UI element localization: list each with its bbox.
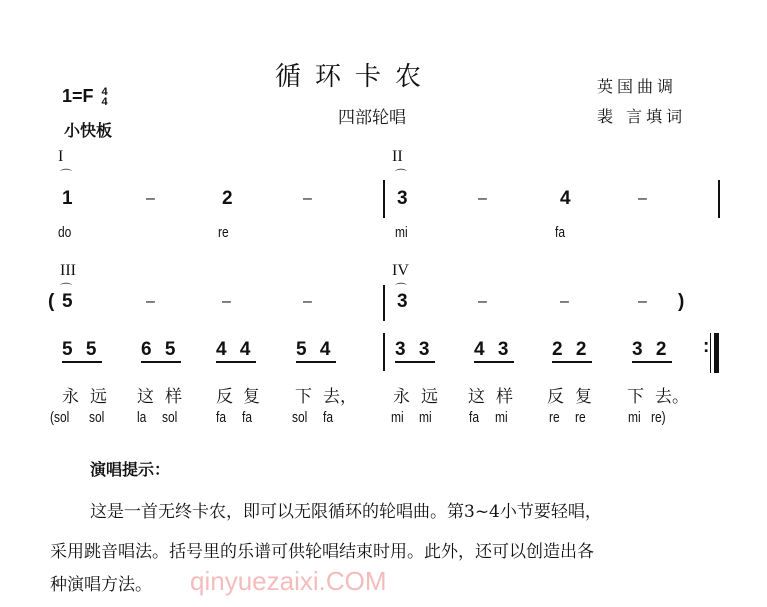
- note: 5: [62, 291, 73, 312]
- beam-underline: [296, 361, 336, 363]
- note: 3: [397, 188, 408, 209]
- fermata-icon: ⌒: [60, 168, 73, 182]
- dash: –: [146, 190, 155, 207]
- lyric: 远: [90, 387, 107, 407]
- note: 1: [62, 188, 73, 209]
- solfege: la: [137, 409, 147, 426]
- solfege: do: [58, 224, 72, 241]
- barline: [383, 180, 385, 218]
- solfege: mi: [419, 409, 432, 426]
- dash: –: [638, 190, 647, 207]
- eighth-pair: 3 3: [395, 339, 430, 360]
- fermata-icon: ⌒: [395, 282, 408, 296]
- dash: –: [638, 293, 647, 310]
- beam-underline: [141, 361, 181, 363]
- lyric: 样: [496, 387, 513, 407]
- watermark: qinyuezaixi.COM: [190, 566, 387, 596]
- tips-line-1: 这是一首无终卡农，即可以无限循环的轮唱曲。第3~4小节要轻唱，: [90, 502, 602, 522]
- song-title: 循环卡农: [275, 62, 436, 92]
- barline: [710, 333, 711, 373]
- solfege: fa: [469, 409, 480, 426]
- solfege: re: [575, 409, 586, 426]
- eighth-pair: 2 2: [552, 339, 587, 360]
- tempo-marking: 小快板: [64, 121, 113, 140]
- key: 1=F: [62, 86, 94, 106]
- lyric: 永: [393, 387, 410, 407]
- lyric: 永: [62, 387, 79, 407]
- barline: [383, 333, 385, 371]
- lyric: 样: [165, 387, 182, 407]
- eighth-pair: 5 5: [62, 339, 97, 360]
- dash: –: [560, 293, 569, 310]
- beam-underline: [552, 361, 592, 363]
- beam-underline: [632, 361, 672, 363]
- solfege: mi: [391, 409, 404, 426]
- lyric: 反: [216, 387, 233, 407]
- dash: –: [478, 293, 487, 310]
- solfege: sol: [162, 409, 178, 426]
- solfege: re): [651, 409, 666, 426]
- beam-underline: [474, 361, 514, 363]
- lyric: 远: [421, 387, 438, 407]
- eighth-pair: 4 4: [216, 339, 251, 360]
- note: 4: [560, 188, 571, 209]
- solfege: mi: [628, 409, 641, 426]
- part-label: II: [392, 148, 403, 165]
- part-label: III: [60, 262, 76, 279]
- lyric: 复: [243, 387, 260, 407]
- dash: –: [478, 190, 487, 207]
- barline: [714, 333, 719, 373]
- lyricist-credit: 裴 言填词: [597, 107, 687, 126]
- lyric: 这: [468, 387, 485, 407]
- barline: [718, 180, 720, 218]
- origin-credit: 英国曲调: [597, 77, 678, 96]
- lyric: 反: [547, 387, 564, 407]
- time-bottom: 4: [101, 96, 108, 109]
- part-label: IV: [392, 262, 409, 279]
- solfege: fa: [216, 409, 227, 426]
- beam-underline: [62, 361, 102, 363]
- note: 2: [222, 188, 233, 209]
- lyric: 下: [627, 387, 644, 407]
- eighth-pair: 4 3: [474, 339, 509, 360]
- lyric: 复: [575, 387, 592, 407]
- eighth-pair: 6 5: [141, 339, 176, 360]
- dash: –: [303, 190, 312, 207]
- solfege: fa: [242, 409, 253, 426]
- solfege: mi: [495, 409, 508, 426]
- solfege: sol: [89, 409, 105, 426]
- subtitle: 四部轮唱: [338, 108, 406, 128]
- solfege: re: [218, 224, 229, 241]
- tips-line-3: 种演唱方法。: [50, 575, 152, 595]
- part-label: I: [58, 148, 64, 165]
- tips-line-2: 采用跳音唱法。括号里的乐谱可供轮唱结束时用。此外，还可以创造出各: [50, 542, 594, 562]
- dash: –: [146, 293, 155, 310]
- note: 3: [397, 291, 408, 312]
- time-top: 4: [101, 86, 108, 99]
- beam-underline: [395, 361, 435, 363]
- eighth-pair: 3 2: [632, 339, 667, 360]
- dash: –: [303, 293, 312, 310]
- dash: –: [222, 293, 231, 310]
- fermata-icon: ⌒: [395, 168, 408, 182]
- lyric: 去。: [655, 387, 689, 407]
- solfege: mi: [395, 224, 408, 241]
- beam-underline: [216, 361, 256, 363]
- open-paren: (: [48, 291, 55, 312]
- key-signature: [62, 86, 108, 107]
- tips-heading: 演唱提示：: [90, 460, 171, 479]
- solfege: sol: [292, 409, 308, 426]
- lyric: 去，: [323, 387, 357, 407]
- fermata-icon: ⌒: [60, 282, 73, 296]
- solfege: fa: [555, 224, 566, 241]
- barline: [383, 285, 385, 321]
- lyric: 下: [295, 387, 312, 407]
- solfege: (sol: [50, 409, 70, 426]
- time-signature: [102, 87, 108, 107]
- lyric: 这: [137, 387, 154, 407]
- solfege: fa: [323, 409, 334, 426]
- eighth-pair: 5 4: [296, 339, 331, 360]
- solfege: re: [549, 409, 560, 426]
- repeat-dots: :: [703, 336, 710, 357]
- close-paren: ): [678, 291, 685, 312]
